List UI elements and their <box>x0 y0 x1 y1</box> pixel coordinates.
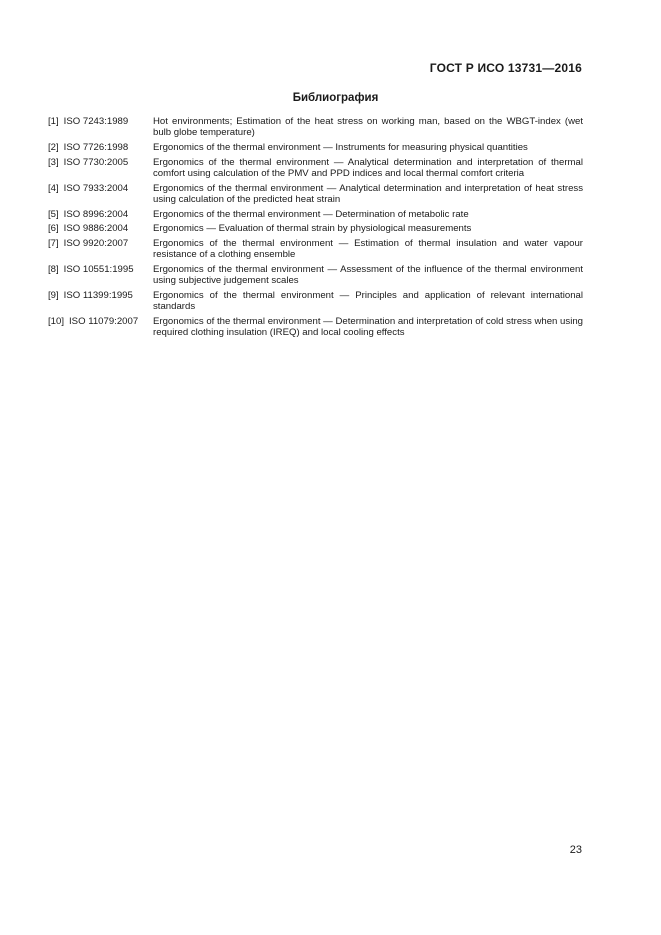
bibliography-entry <box>48 157 583 180</box>
entry-number: [4] <box>48 182 59 194</box>
entry-number: [1] <box>48 116 59 127</box>
entry-reference <box>48 223 153 234</box>
document-code: ГОСТ Р ИСО 13731—2016 <box>429 61 582 75</box>
entry-description: Ergonomics of the thermal environment — Principles and application of relevant international standards <box>153 289 583 313</box>
bibliography-entry <box>48 209 583 220</box>
entry-code: ISO 9920:2007 <box>63 237 129 249</box>
entry-number: [2] <box>48 142 59 153</box>
entry-reference <box>48 209 153 220</box>
bibliography-entry <box>48 238 583 261</box>
entry-number: [5] <box>48 208 59 220</box>
entry-description: Ergonomics of the thermal environment — Instruments for measuring physical quantities <box>153 142 528 153</box>
entry-reference <box>48 157 153 180</box>
entry-description: Ergonomics of the thermal environment — Estimation of thermal insulation and water vapour resistance of a clothing ensemble <box>153 237 583 261</box>
section-title: Библиография <box>292 92 379 104</box>
entry-number: [8] <box>48 263 59 275</box>
entry-description: Hot environments; Estimation of the heat stress on working man, based on the WBGT-index (wet bulb globe temperature) <box>153 116 583 139</box>
bibliography-entry <box>48 116 583 139</box>
entry-number: [6] <box>48 223 59 235</box>
entry-reference <box>48 264 153 287</box>
entry-number: [7] <box>48 237 59 249</box>
entry-description: Ergonomics of the thermal environment — Analytical determination and interpretation of heat stress using calculation of the predicted heat strain <box>153 182 583 205</box>
entry-description: Ergonomics of the thermal environment — Analytical determination and interpretation of thermal comfort using calculation of the PMV and PPD indices and local thermal comfort criteria <box>153 156 583 179</box>
entry-reference <box>48 142 153 153</box>
entry-code: ISO 11399:1995 <box>63 289 133 301</box>
entry-reference <box>48 183 153 206</box>
entry-code: ISO 10551:1995 <box>63 263 134 275</box>
bibliography-entry <box>48 264 583 287</box>
bibliography-list <box>48 116 583 342</box>
entry-code: ISO 7243:1989 <box>63 116 129 127</box>
entry-reference <box>48 316 153 339</box>
entry-code: ISO 7726:1998 <box>63 142 129 153</box>
entry-reference <box>48 290 153 313</box>
bibliography-entry <box>48 316 583 339</box>
entry-code: ISO 11079:2007 <box>69 315 139 327</box>
bibliography-entry <box>48 142 583 153</box>
entry-code: ISO 7933:2004 <box>63 182 129 194</box>
entry-reference <box>48 238 153 261</box>
entry-description: Ergonomics of the thermal environment — Determination of metabolic rate <box>153 208 469 220</box>
bibliography-entry <box>48 183 583 206</box>
page-number: 23 <box>569 844 582 856</box>
entry-code: ISO 9886:2004 <box>63 223 129 235</box>
entry-number: [9] <box>48 289 59 301</box>
entry-description: Ergonomics of the thermal environment — Determination and interpretation of cold stress when using required clothing insulation (IREQ) and local cooling effects <box>153 315 583 339</box>
entry-reference <box>48 116 153 139</box>
bibliography-entry <box>48 290 583 313</box>
entry-description: Ergonomics — Evaluation of thermal strain by physiological measurements <box>153 223 472 235</box>
bibliography-entry <box>48 223 583 234</box>
entry-number: [10] <box>48 315 65 327</box>
entry-code: ISO 7730:2005 <box>63 156 129 168</box>
entry-code: ISO 8996:2004 <box>63 208 129 220</box>
entry-description: Ergonomics of the thermal environment — Assessment of the influence of the thermal environment using subjective judgement scales <box>153 263 583 287</box>
entry-number: [3] <box>48 156 59 168</box>
